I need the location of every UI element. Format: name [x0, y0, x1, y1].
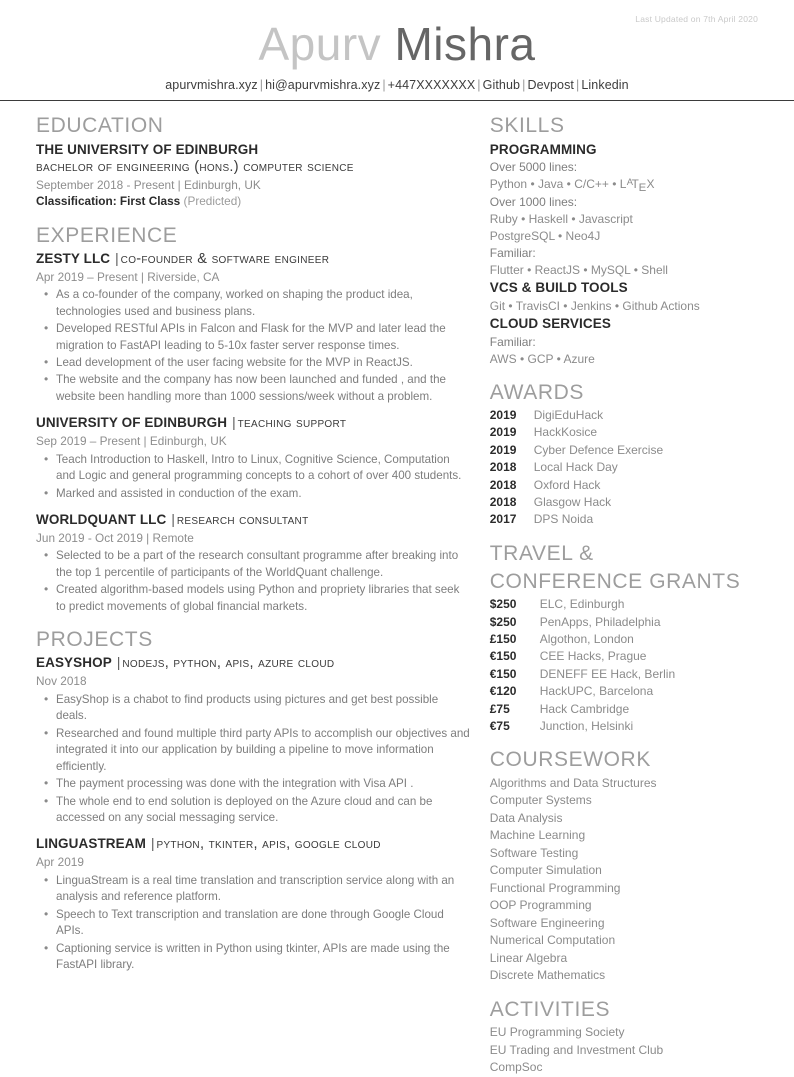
- coursework-item: Data Analysis: [489, 810, 563, 825]
- award-row: [490, 424, 758, 441]
- coursework-item: Discrete Mathematics: [489, 968, 606, 983]
- bullet-item: • Captioning service is written in Python using tkinter, APIs are made using the FastAPI library.: [36, 941, 470, 974]
- grant-row: [490, 683, 758, 700]
- section-heading-education: EDUCATION: [36, 114, 164, 138]
- latex-logo: [619, 177, 655, 194]
- experience-org: WORLDQUANT LLC: [36, 512, 167, 528]
- award-row-value: DPS Noida: [533, 512, 594, 527]
- grant-row: [490, 614, 758, 631]
- section-heading-projects: PROJECTS: [36, 628, 153, 652]
- award-row-value: Local Hack Day: [533, 460, 618, 475]
- award-row-value: Glasgow Hack: [533, 494, 612, 509]
- bullet-list: [36, 873, 470, 974]
- grant-row: [490, 701, 758, 718]
- award-row: [490, 494, 758, 511]
- bullet-item: • Speech to Text transcription and translation are done through Google Cloud APIs.: [36, 907, 470, 940]
- section-heading-activities: ACTIVITIES: [489, 997, 611, 1021]
- experience-entry: [36, 250, 470, 406]
- page-title: [36, 0, 758, 68]
- coursework-item: Machine Learning: [489, 828, 586, 843]
- bullet-item: • As a co-founder of the company, worked on shaping the product idea, technologies used and business plans.: [36, 287, 470, 320]
- contact-separator: |: [259, 78, 264, 93]
- skills-cloud-title: CLOUD SERVICES: [489, 315, 611, 331]
- skills-over5000-value: [490, 176, 758, 193]
- bullet-item: • Lead development of the user facing website for the MVP in ReactJS.: [36, 355, 470, 371]
- skills-over5000-label: Over 5000 lines:: [489, 160, 578, 175]
- grant-row-key: £75: [489, 701, 510, 716]
- bullet-list: [36, 287, 470, 405]
- grant-row-key: £150: [489, 631, 517, 646]
- coursework-item: Functional Programming: [489, 880, 621, 895]
- project-head: [36, 654, 470, 673]
- award-row: [490, 477, 758, 494]
- project-entry: [36, 835, 470, 973]
- activity-item: EU Trading and Investment Club: [489, 1042, 664, 1057]
- experience-head: [36, 250, 470, 269]
- award-row: [490, 459, 758, 476]
- skills-familiar-label: Familiar:: [489, 245, 536, 260]
- bullet-item: • EasyShop is a chabot to find products using pictures and get best possible deals.: [36, 692, 470, 725]
- experience-meta: Sep 2019 – Present | Edinburgh, UK: [36, 434, 227, 449]
- grant-row: [490, 631, 758, 648]
- latex-t: T: [631, 177, 639, 192]
- contact-item[interactable]: Github: [482, 78, 521, 93]
- coursework-item: Algorithms and Data Structures: [489, 775, 657, 790]
- bullet-item: • Developed RESTful APIs in Falcon and Flask for the MVP and later lead the migration to FastAPI leading to 5-10x faster server response times.: [36, 321, 470, 354]
- experience-role: teaching support: [237, 415, 347, 432]
- activities-list: [490, 1024, 758, 1077]
- award-row-key: 2019: [489, 442, 517, 457]
- contact-item[interactable]: +447XXXXXXX: [387, 78, 476, 93]
- grant-row-key: €75: [489, 718, 510, 733]
- skills-familiar-value: Flutter • ReactJS • MySQL • Shell: [489, 262, 668, 277]
- classification-label: Classification: First Class: [36, 194, 181, 209]
- grant-row-value: Junction, Helsinki: [539, 718, 634, 733]
- project-role: python, tkinter, apis, google cloud: [156, 836, 381, 853]
- award-row-key: 2018: [489, 460, 517, 475]
- education-degree: bachelor of engineering (hons.) computer science: [36, 159, 354, 176]
- coursework-item: Software Testing: [489, 845, 579, 860]
- contact-item[interactable]: hi@apurvmishra.xyz: [265, 78, 381, 93]
- award-row-key: 2018: [489, 494, 517, 509]
- right-column: [486, 113, 758, 1076]
- award-row-key: 2018: [489, 477, 517, 492]
- section-heading-awards: AWARDS: [489, 380, 584, 404]
- bullet-item: • The payment processing was done with the integration with Visa API .: [36, 776, 470, 792]
- education-meta: September 2018 - Present | Edinburgh, UK: [36, 177, 261, 192]
- classification-note: (Predicted): [183, 194, 242, 209]
- experience-head: [36, 414, 470, 433]
- first-name: Apurv: [258, 18, 382, 70]
- award-row-key: 2019: [489, 425, 517, 440]
- skills-over1000-value-2: PostgreSQL • Neo4J: [489, 228, 601, 243]
- experience-role: research consultant: [176, 512, 309, 529]
- section-heading-skills: SKILLS: [489, 114, 565, 138]
- grant-row-key: €120: [489, 684, 517, 699]
- bullet-item: • Marked and assisted in conduction of the exam.: [36, 486, 470, 502]
- coursework-item: OOP Programming: [489, 898, 592, 913]
- experience-meta: Jun 2019 - Oct 2019 | Remote: [36, 530, 194, 545]
- grant-row-value: ELC, Edinburgh: [539, 597, 625, 612]
- left-column: [36, 113, 486, 1076]
- bullet-item: • Created algorithm-based models using Python and propriety libraries that seek to predict movements of global financial markets.: [36, 582, 470, 615]
- grant-row-key: $250: [489, 614, 517, 629]
- experience-org: UNIVERSITY OF EDINBURGH: [36, 415, 228, 431]
- grant-row-value: DENEFF EE Hack, Berlin: [539, 666, 676, 681]
- activity-item: EU Programming Society: [489, 1024, 625, 1039]
- skills-programming-title: PROGRAMMING: [489, 141, 597, 157]
- award-row: [490, 407, 758, 424]
- awards-list: [490, 407, 758, 529]
- skills-cloud-value: AWS • GCP • Azure: [489, 351, 595, 366]
- project-entry: [36, 654, 470, 826]
- skills-vcs-value: Git • TravisCI • Jenkins • Github Actions: [489, 298, 700, 313]
- project-role: nodejs, python, apis, azure cloud: [122, 655, 335, 672]
- experience-entry: [36, 511, 470, 615]
- entry-separator: |: [232, 415, 236, 431]
- experience-meta: Apr 2019 – Present | Riverside, CA: [36, 269, 220, 284]
- grant-row: [490, 666, 758, 683]
- skills-over1000-value-1: Ruby • Haskell • Javascript: [489, 211, 633, 226]
- grant-row-value: Hack Cambridge: [539, 701, 630, 716]
- grant-row-value: Algothon, London: [539, 631, 634, 646]
- education-list: [36, 141, 470, 211]
- entry-separator: |: [171, 512, 175, 528]
- experience-role: co-founder & software engineer: [120, 250, 330, 267]
- last-name: Mishra: [394, 18, 536, 70]
- coursework-item: Computer Simulation: [489, 863, 602, 878]
- activity-item: CompSoc: [489, 1060, 543, 1075]
- latex-l: L: [619, 177, 627, 192]
- bullet-item: • Teach Introduction to Haskell, Intro to Linux, Cognitive Science, Computation and Logic and general programming concepts to a cohort of over 400 students.: [36, 452, 470, 485]
- education-entry: [36, 141, 470, 211]
- entry-separator: |: [116, 655, 121, 671]
- bullet-item: • The website and the company has now been launched and funded , and the website been handling more than 1000 sessions/week without a problem.: [36, 372, 470, 405]
- contact-item[interactable]: apurvmishra.xyz: [165, 78, 258, 93]
- latex-x: X: [646, 177, 655, 192]
- award-row-key: 2017: [489, 512, 517, 527]
- bullet-item: • LinguaStream is a real time translation and transcription service along with an analysis and reference platform.: [36, 873, 470, 906]
- contact-item[interactable]: Linkedin: [581, 78, 629, 93]
- award-row: [490, 511, 758, 528]
- contact-item[interactable]: Devpost: [527, 78, 575, 93]
- coursework-list: [490, 775, 758, 985]
- latex-e: E: [638, 181, 647, 194]
- experience-head: [36, 511, 470, 530]
- project-org: LINGUASTREAM: [36, 836, 146, 852]
- coursework-item: Software Engineering: [489, 915, 605, 930]
- contact-separator: |: [576, 78, 580, 93]
- contact-separator: |: [477, 78, 481, 93]
- last-updated-text: Last Updated on 7th April 2020: [635, 14, 758, 24]
- project-meta: Apr 2019: [36, 855, 84, 870]
- section-heading-travel: TRAVEL &: [489, 541, 594, 565]
- project-org: EASYSHOP: [36, 655, 112, 671]
- award-row-value: Cyber Defence Exercise: [533, 442, 664, 457]
- contact-separator: |: [522, 78, 526, 93]
- grant-row-value: PenApps, Philadelphia: [539, 614, 661, 629]
- grant-row: [490, 648, 758, 665]
- skills-over5000-langs: Python • Java • C/C++ •: [489, 177, 620, 192]
- section-heading-conference-grants: CONFERENCE GRANTS: [489, 569, 741, 593]
- education-classification: [36, 193, 470, 210]
- grant-row-key: €150: [489, 649, 517, 664]
- bullet-item: • Researched and found multiple third party APIs to accomplish our objectives and integrated it into our application by building a pipeline to move information efficiently.: [36, 726, 470, 775]
- bullet-item: • The whole end to end solution is deployed on the Azure cloud and can be accessed on any social messaging service.: [36, 794, 470, 827]
- grant-row: [490, 596, 758, 613]
- bullet-item: • Selected to be a part of the research consultant programme after breaking into the top 1 percentile of participants of the WorldQuant challenge.: [36, 548, 470, 581]
- bullet-list: [36, 692, 470, 827]
- latex-a: A: [626, 177, 632, 188]
- skills-vcs-title: VCS & BUILD TOOLS: [489, 279, 628, 295]
- grants-list: [490, 596, 758, 735]
- grant-row-key: €150: [489, 666, 517, 681]
- project-head: [36, 835, 470, 854]
- experience-entry: [36, 414, 470, 502]
- projects-list: [36, 654, 470, 973]
- grant-row-value: HackUPC, Barcelona: [539, 684, 654, 699]
- coursework-item: Linear Algebra: [489, 950, 568, 965]
- skills-over1000-label: Over 1000 lines:: [489, 194, 578, 209]
- award-row-value: DigiEduHack: [533, 407, 604, 422]
- award-row-key: 2019: [489, 407, 517, 422]
- experience-org: ZESTY LLC: [36, 250, 111, 266]
- award-row-value: Oxford Hack: [533, 477, 601, 492]
- bullet-list: [36, 548, 470, 615]
- section-heading-experience: EXPERIENCE: [36, 223, 178, 247]
- entry-separator: |: [150, 836, 155, 852]
- award-row-value: HackKosice: [533, 425, 598, 440]
- section-heading-coursework: COURSEWORK: [489, 748, 651, 772]
- bullet-list: [36, 452, 470, 502]
- skills-cloud-familiar-label: Familiar:: [489, 334, 536, 349]
- coursework-item: Numerical Computation: [489, 933, 616, 948]
- contact-separator: |: [382, 78, 386, 93]
- education-org: THE UNIVERSITY OF EDINBURGH: [36, 141, 259, 157]
- contact-line: [36, 78, 758, 92]
- award-row: [490, 442, 758, 459]
- grant-row-value: CEE Hacks, Prague: [539, 649, 647, 664]
- project-meta: Nov 2018: [36, 674, 87, 689]
- coursework-item: Computer Systems: [489, 793, 592, 808]
- experience-list: [36, 250, 470, 615]
- grant-row-key: $250: [489, 597, 517, 612]
- grant-row: [490, 718, 758, 735]
- entry-separator: |: [115, 250, 119, 266]
